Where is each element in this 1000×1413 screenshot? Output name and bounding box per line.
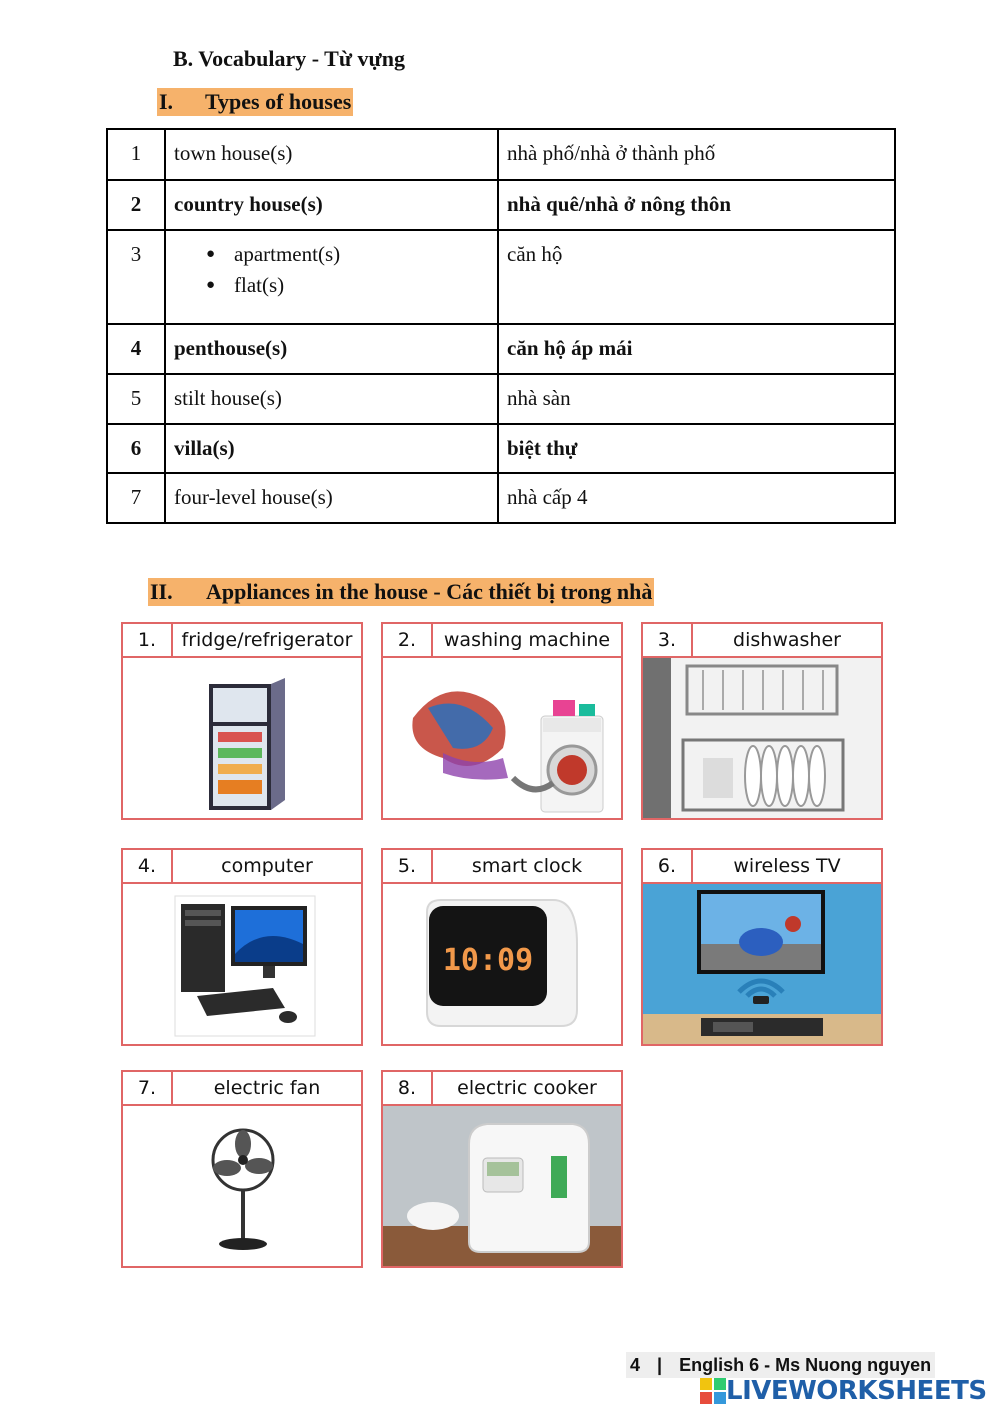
card-label: electric fan <box>213 1077 321 1099</box>
table-row <box>107 374 895 424</box>
vietnamese-term: căn hộ áp mái <box>498 324 895 374</box>
section-types-of-houses <box>157 88 353 116</box>
table-row <box>107 424 895 473</box>
section-number: II. <box>150 579 173 604</box>
appliance-card-computer <box>121 848 363 1046</box>
vietnamese-term: nhà cấp 4 <box>498 473 895 523</box>
table-row <box>107 180 895 230</box>
fridge-icon <box>123 658 363 820</box>
brand-name: LIVEWORKSHEETS <box>726 1376 987 1406</box>
english-term: town house(s) <box>165 129 498 180</box>
appliance-card-wireless-tv <box>641 848 883 1046</box>
page-heading: B. Vocabulary - Từ vựng <box>173 46 405 71</box>
row-number: 3 <box>107 230 165 324</box>
vietnamese-term: nhà quê/nhà ở nông thôn <box>498 180 895 230</box>
english-term-list <box>165 230 498 324</box>
appliance-card-smart-clock <box>381 848 623 1046</box>
appliance-card-dishwasher <box>641 622 883 820</box>
washing-machine-icon <box>383 658 623 820</box>
page-footer <box>626 1352 935 1378</box>
table-row <box>107 230 895 324</box>
card-number: 1. <box>123 624 173 656</box>
english-term: four-level house(s) <box>165 473 498 523</box>
vietnamese-term: nhà sàn <box>498 374 895 424</box>
appliance-card-electric-fan <box>121 1070 363 1268</box>
brand-logo <box>700 1376 987 1406</box>
vietnamese-term: nhà phố/nhà ở thành phố <box>498 129 895 180</box>
card-number: 8. <box>383 1072 433 1104</box>
electric-cooker-icon <box>383 1106 623 1268</box>
section-appliances <box>148 578 654 606</box>
english-term: villa(s) <box>165 424 498 473</box>
page-number: 4 <box>630 1355 641 1375</box>
english-term: stilt house(s) <box>165 374 498 424</box>
vietnamese-term: căn hộ <box>498 230 895 324</box>
card-label: electric cooker <box>457 1077 597 1099</box>
row-number: 5 <box>107 374 165 424</box>
dishwasher-icon <box>643 658 883 820</box>
row-number: 6 <box>107 424 165 473</box>
list-item: ● apartment(s) <box>234 239 489 270</box>
card-label: smart clock <box>471 855 583 877</box>
row-number: 7 <box>107 473 165 523</box>
card-label: fridge/refrigerator <box>181 629 353 651</box>
liveworksheets-logo-icon <box>700 1378 726 1404</box>
computer-icon <box>123 884 363 1046</box>
row-number: 1 <box>107 129 165 180</box>
table-row <box>107 473 895 523</box>
table-row <box>107 324 895 374</box>
section-number: I. <box>159 89 174 114</box>
section-title: Types of houses <box>205 89 352 114</box>
clock-display: 10:09 <box>442 943 534 978</box>
card-number: 4. <box>123 850 173 882</box>
row-number: 2 <box>107 180 165 230</box>
appliance-card-washing-machine <box>381 622 623 820</box>
english-term: country house(s) <box>165 180 498 230</box>
card-label: dishwasher <box>733 629 841 651</box>
card-label: computer <box>221 855 313 877</box>
table-row <box>107 129 895 180</box>
smart-clock-icon <box>383 884 623 1046</box>
card-number: 6. <box>643 850 693 882</box>
vietnamese-term: biệt thự <box>498 424 895 473</box>
card-label: wireless TV <box>733 855 841 877</box>
wireless-tv-icon <box>643 884 883 1046</box>
footer-text: English 6 - Ms Nuong nguyen <box>679 1355 932 1375</box>
vocabulary-table <box>106 128 896 524</box>
card-number: 3. <box>643 624 693 656</box>
card-number: 7. <box>123 1072 173 1104</box>
appliance-card-electric-cooker <box>381 1070 623 1268</box>
footer-separator: | <box>657 1355 663 1375</box>
card-number: 5. <box>383 850 433 882</box>
section-title: Appliances in the house - Các thiết bị trong nhà <box>206 579 653 604</box>
list-item: ● flat(s) <box>234 270 489 301</box>
card-number: 2. <box>383 624 433 656</box>
electric-fan-icon <box>123 1106 363 1268</box>
card-label: washing machine <box>443 629 611 651</box>
row-number: 4 <box>107 324 165 374</box>
english-term: penthouse(s) <box>165 324 498 374</box>
appliance-card-fridge <box>121 622 363 820</box>
